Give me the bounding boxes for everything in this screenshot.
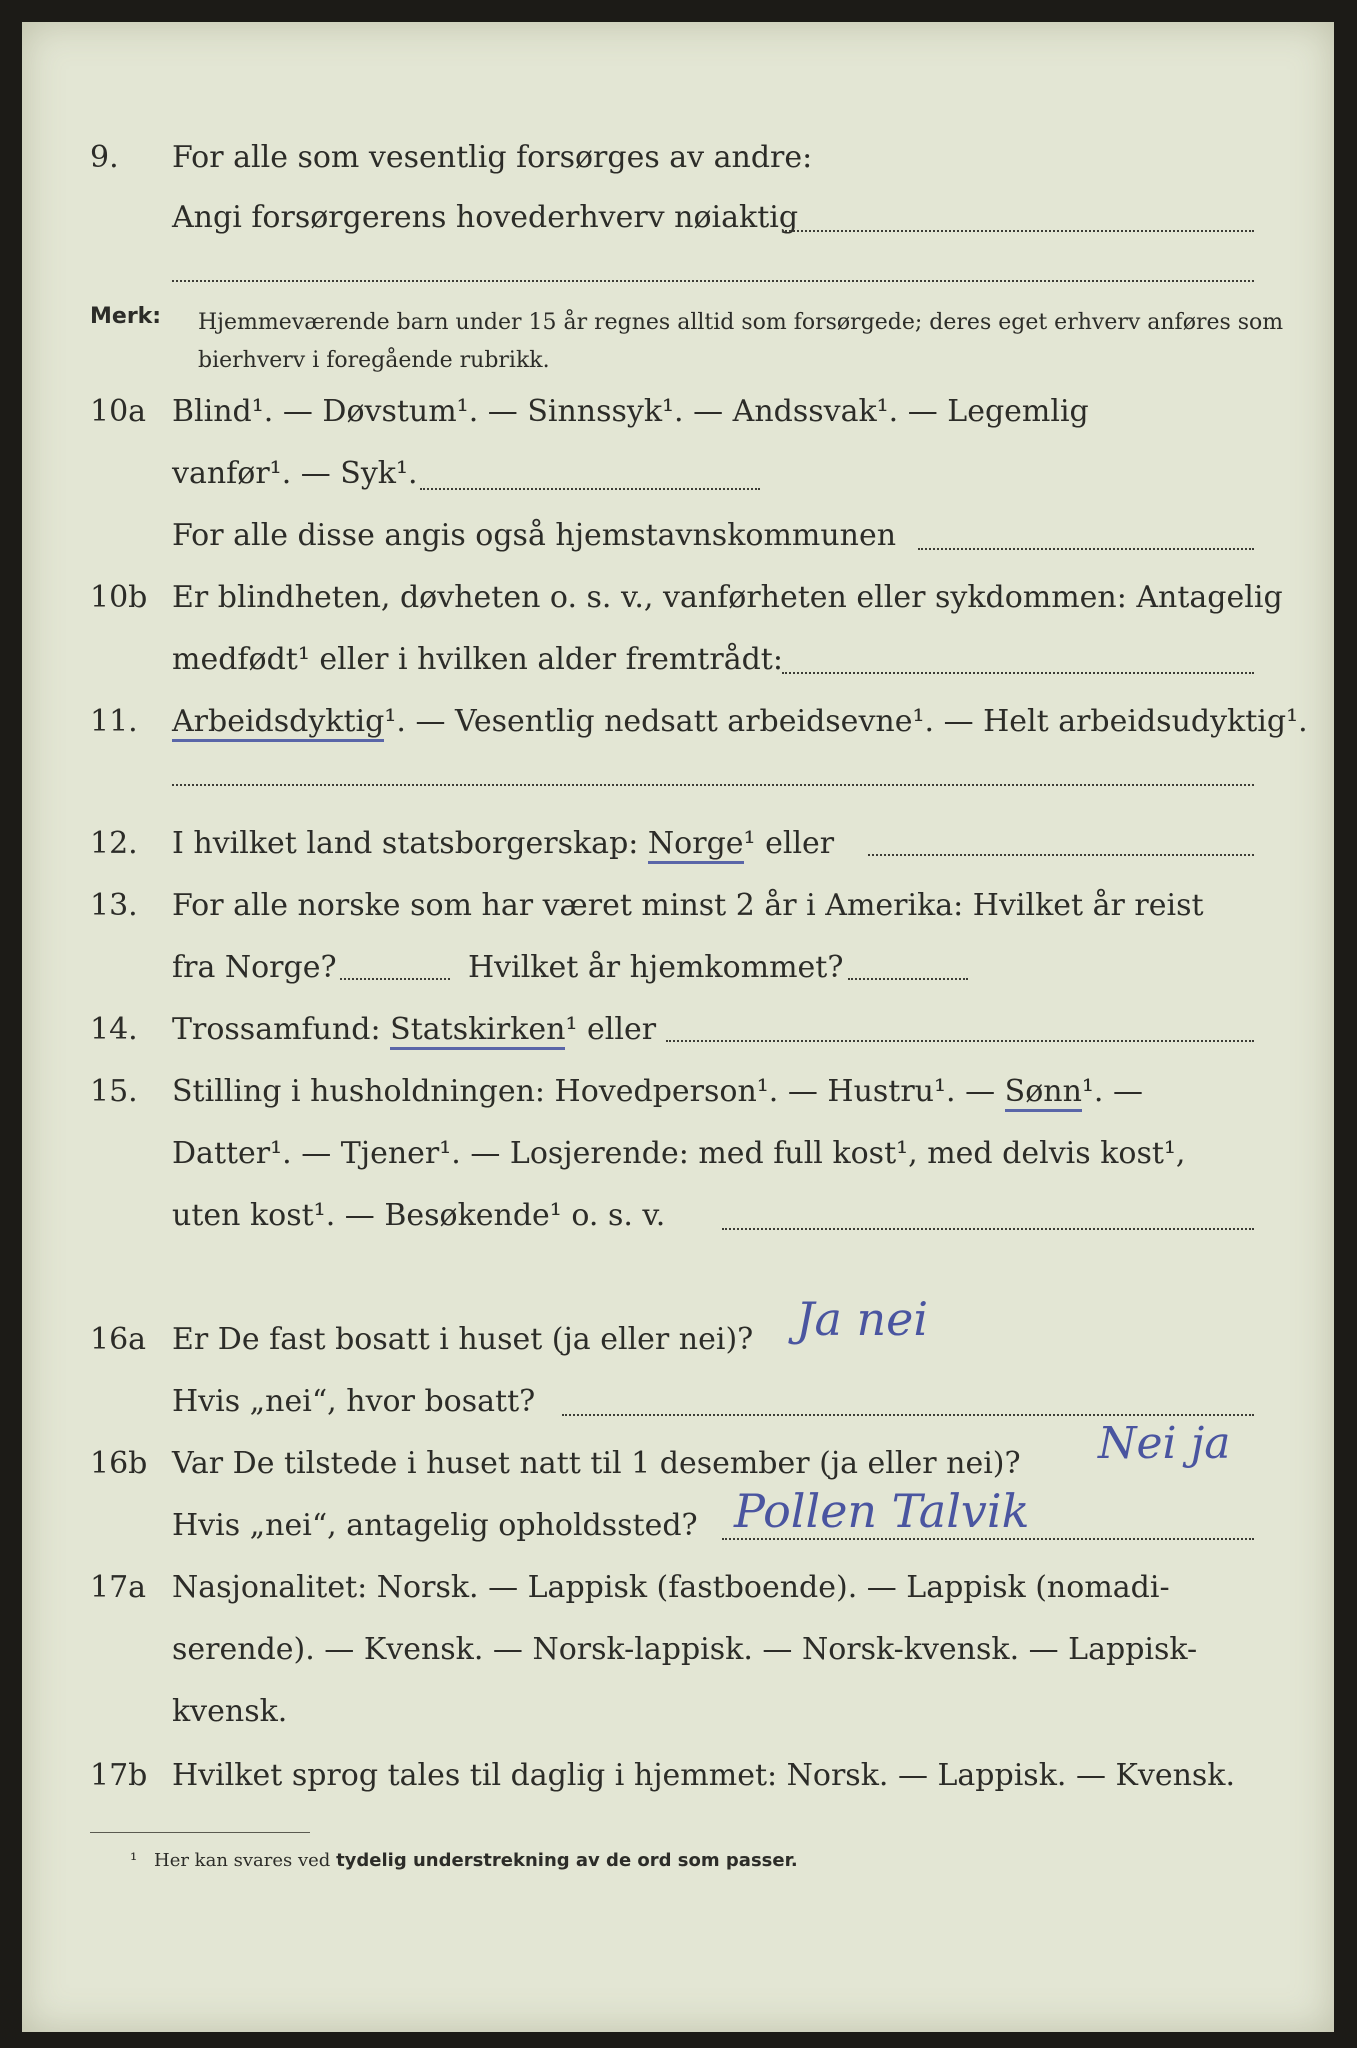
census-form-page bbox=[22, 22, 1334, 2032]
q9-number: 9. bbox=[90, 140, 119, 175]
q10b-number: 10b bbox=[90, 580, 148, 615]
q15-selected-option[interactable]: Sønn bbox=[1005, 1074, 1082, 1112]
q10a-text-3: For alle disse angis også hjemstavnskommunen bbox=[172, 518, 897, 553]
q15-text-after: ¹. — bbox=[1081, 1074, 1144, 1109]
q10b-text-2: medfødt¹ eller i hvilken alder fremtrådt: bbox=[172, 642, 783, 677]
footnote-text-bold: tydelig understrekning av de ord som passer. bbox=[336, 1850, 798, 1871]
q16b-handwritten-location[interactable]: Pollen Talvik bbox=[734, 1484, 1030, 1538]
q11-text bbox=[172, 704, 1308, 739]
footnote-text bbox=[154, 1850, 798, 1871]
q14-selected-option[interactable]: Statskirken bbox=[390, 1012, 565, 1050]
q17b-text: Hvilket sprog tales til daglig i hjemmet: Norsk. — Lappisk. — Kvensk. bbox=[172, 1758, 1236, 1793]
q17a-text-3: kvensk. bbox=[172, 1694, 288, 1729]
q14-text-after: ¹ eller bbox=[565, 1012, 657, 1047]
q12-answer-line[interactable] bbox=[868, 854, 1254, 856]
q15-answer-line[interactable] bbox=[722, 1228, 1254, 1230]
q13-text: For alle norske som har været minst 2 år i Amerika: Hvilket år reist bbox=[172, 888, 1204, 923]
q17b-number: 17b bbox=[90, 1758, 148, 1793]
q14-answer-line[interactable] bbox=[666, 1040, 1254, 1042]
footnote-mark: ¹ bbox=[130, 1850, 138, 1871]
q11-number: 11. bbox=[90, 704, 138, 739]
q15-text-3: uten kost¹. — Besøkende¹ o. s. v. bbox=[172, 1198, 666, 1233]
q16b-text-2: Hvis „nei“, antagelig opholdssted? bbox=[172, 1508, 698, 1543]
q15-text bbox=[172, 1074, 1143, 1109]
q10a-home-line[interactable] bbox=[918, 548, 1254, 550]
q10a-number: 10a bbox=[90, 394, 147, 429]
q10b-text: Er blindheten, døvheten o. s. v., vanførheten eller sykdommen: Antagelig bbox=[172, 580, 1283, 615]
q13-number: 13. bbox=[90, 888, 138, 923]
q15-number: 15. bbox=[90, 1074, 138, 1109]
q13-returned-line[interactable] bbox=[848, 978, 968, 980]
q17a-number: 17a bbox=[90, 1570, 147, 1605]
q14-text bbox=[172, 1012, 656, 1047]
q9-text-2: Angi forsørgerens hovederhverv nøiaktig bbox=[172, 200, 799, 235]
q14-text-before: Trossamfund: bbox=[172, 1012, 391, 1047]
q11-selected-option[interactable]: Arbeidsdyktig bbox=[172, 704, 384, 742]
q15-text-before: Stilling i husholdningen: Hovedperson¹. — Hustru¹. — bbox=[172, 1074, 1005, 1109]
q15-text-2: Datter¹. — Tjener¹. — Losjerende: med full kost¹, med delvis kost¹, bbox=[172, 1136, 1186, 1171]
q13-departed-line[interactable] bbox=[340, 978, 450, 980]
q16b-answer-line[interactable] bbox=[722, 1538, 1254, 1540]
q11-text-rest: ¹. — Vesentlig nedsatt arbeidsevne¹. — Helt arbeidsudyktig¹. bbox=[384, 704, 1308, 739]
q11-answer-line[interactable] bbox=[172, 784, 1254, 786]
q17a-text-2: serende). — Kvensk. — Norsk-lappisk. — Norsk-kvensk. — Lappisk- bbox=[172, 1632, 1198, 1667]
merk-text: Hjemmeværende barn under 15 år regnes alltid som forsørgede; deres eget erhverv anføres som bierhverv i foregående rubrikk. bbox=[198, 310, 1284, 373]
q16b-number: 16b bbox=[90, 1446, 148, 1481]
q10a-answer-line[interactable] bbox=[420, 488, 760, 490]
q13-text-2b: Hvilket år hjemkommet? bbox=[468, 950, 844, 985]
q13-text-2a: fra Norge? bbox=[172, 950, 337, 985]
q10a-text: Blind¹. — Døvstum¹. — Sinnssyk¹. — Andssvak¹. — Legemlig bbox=[172, 394, 1089, 429]
q16b-handwritten-answer[interactable]: Nei ja bbox=[1098, 1418, 1231, 1469]
q16a-text: Er De fast bosatt i huset (ja eller nei)? bbox=[172, 1322, 754, 1357]
q10b-answer-line[interactable] bbox=[782, 672, 1254, 674]
q14-number: 14. bbox=[90, 1012, 138, 1047]
q9-answer-line-2[interactable] bbox=[172, 280, 1254, 282]
q12-text-before: I hvilket land statsborgerskap: bbox=[172, 826, 648, 861]
q12-number: 12. bbox=[90, 826, 138, 861]
footnote-divider bbox=[90, 1832, 310, 1833]
q16a-handwritten-answer[interactable]: Ja nei bbox=[796, 1292, 929, 1346]
q10a-text-2: vanfør¹. — Syk¹. bbox=[172, 456, 418, 491]
q16b-text: Var De tilstede i huset natt til 1 desember (ja eller nei)? bbox=[172, 1446, 1021, 1481]
q9-text: For alle som vesentlig forsørges av andre: bbox=[172, 140, 813, 175]
q12-text bbox=[172, 826, 834, 861]
q9-answer-line[interactable] bbox=[782, 230, 1254, 232]
merk-label: Merk: bbox=[90, 304, 162, 329]
footnote-text-plain: Her kan svares ved bbox=[154, 1850, 337, 1871]
q12-selected-option[interactable]: Norge bbox=[648, 826, 744, 864]
q16a-number: 16a bbox=[90, 1322, 147, 1357]
q16a-answer-line[interactable] bbox=[562, 1414, 1254, 1416]
q12-text-after: ¹ eller bbox=[743, 826, 835, 861]
q17a-text: Nasjonalitet: Norsk. — Lappisk (fastboende). — Lappisk (nomadi- bbox=[172, 1570, 1170, 1605]
q16a-text-2: Hvis „nei“, hvor bosatt? bbox=[172, 1384, 536, 1419]
